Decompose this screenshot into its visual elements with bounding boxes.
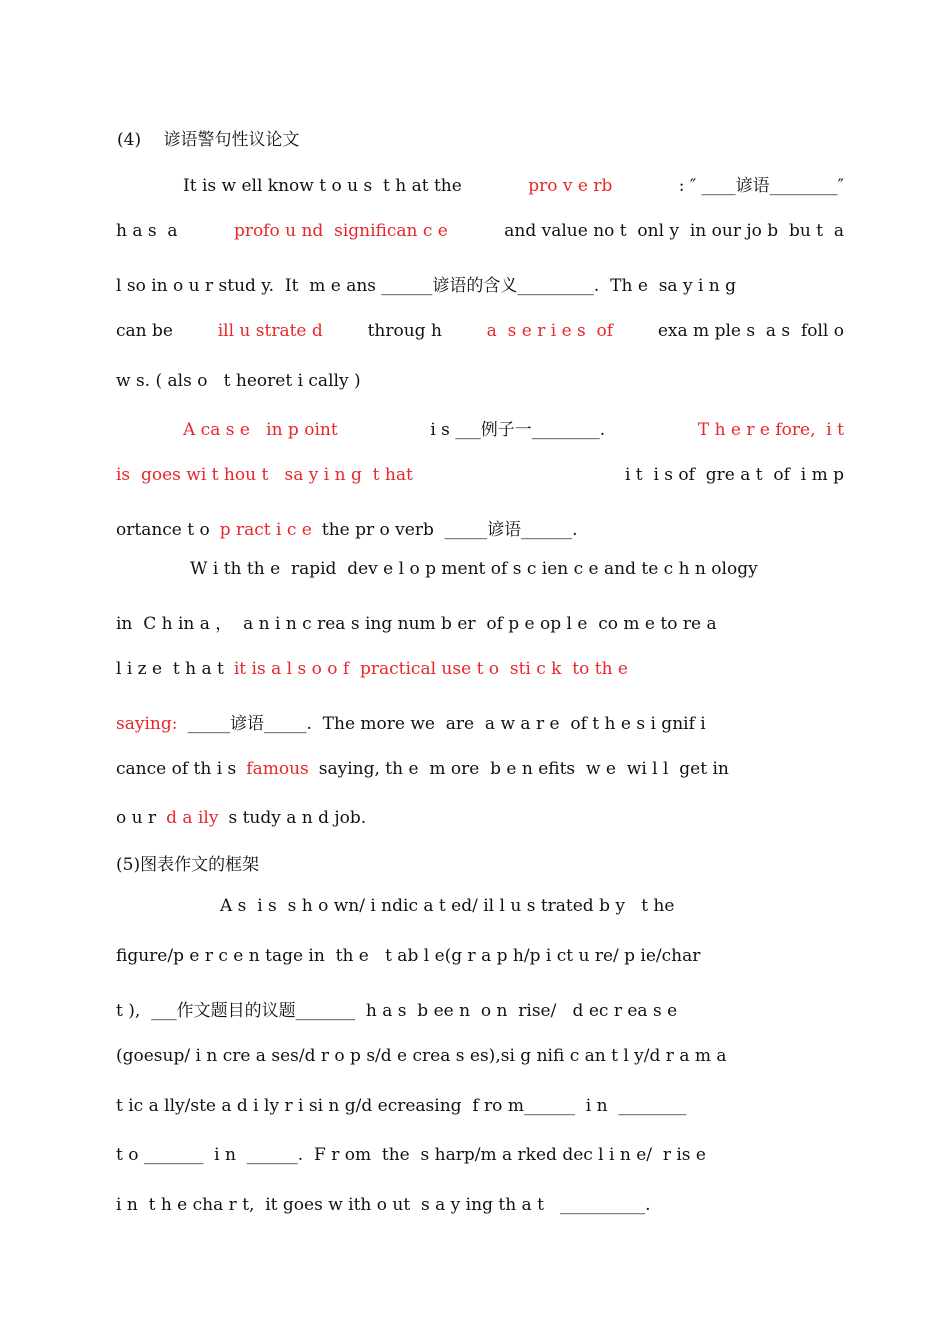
text-segment: _____谚语_____. The more we are a w a r e of t h e s i gnif i: [187, 714, 706, 734]
text-line: [116, 221, 844, 241]
text-segment: o u r: [116, 808, 157, 828]
text-segment: ortance t o: [116, 520, 210, 540]
text-segment: l i z e t h a t: [116, 659, 224, 679]
text-segment: i n t h e cha r t, it goes w ith o ut s a y ing th a t __________.: [116, 1195, 651, 1215]
text-segment: in C h in a ， a n i n c rea s ing num b er of p e op l e co m e to re a: [116, 614, 717, 634]
text-segment: the pr o verb _____谚语______.: [321, 520, 578, 540]
text-segment: t ), ___作文题目的议题_______ h a s b ee n o n rise/ d ec r ea s e: [116, 1001, 678, 1021]
text-line: [116, 1195, 774, 1215]
text-line: [183, 415, 844, 440]
text-line: [116, 1046, 844, 1066]
section-5-heading: (5)图表作文的框架: [116, 855, 260, 875]
text-segment: throug h: [367, 321, 442, 341]
text-segment: A s i s s h o wn/ i ndic a t ed/ il l u s trated b y t he: [220, 896, 675, 916]
highlight-segment: it is a l s o o f practical use t o sti c k to th e: [233, 659, 628, 679]
highlight-segment: A ca s e in p oint: [183, 420, 338, 440]
text-segment: It is w ell know t o u s t h at the: [183, 176, 462, 196]
text-line: [116, 808, 844, 828]
text-segment: s tudy a n d job.: [228, 808, 367, 828]
text-line: [116, 709, 806, 734]
text-segment: i t i s of gre a t of i m p: [624, 465, 844, 485]
text-line: [116, 609, 844, 634]
highlight-segment: a s e r i e s of: [486, 321, 614, 341]
text-segment: saying, th e m ore b e n efits w e wi l l get in: [318, 759, 729, 779]
text-line: [116, 1145, 844, 1165]
text-line: [116, 759, 844, 779]
text-line: [183, 171, 844, 196]
highlight-segment: T h e r e fore, i t: [697, 420, 844, 440]
text-segment: W i th th e rapid dev e l o p ment of s c ien c e and te c h n ology: [190, 559, 758, 579]
text-segment: h a s a: [116, 221, 178, 241]
text-line: [116, 946, 822, 966]
highlight-segment: profo u nd significan c e: [233, 221, 448, 241]
section-4-heading: (4) 谚语警句性议论文: [117, 130, 300, 150]
highlight-segment: famous: [246, 759, 309, 779]
highlight-segment: saying:: [116, 714, 178, 734]
text-segment: can be: [116, 321, 173, 341]
text-line: [116, 321, 844, 341]
text-segment: w s. ( als o t heoret i cally ): [116, 371, 361, 391]
text-line: [220, 896, 826, 916]
text-segment: t o _______ i n ______. F r om the s harp/m a rked dec l i n e/ r is e: [116, 1145, 706, 1165]
highlight-segment: d a ily: [166, 808, 219, 828]
text-segment: (goesup/ i n cre a ses/d r o p s/d e crea s es),si g nifi c an t l y/d r a m a: [116, 1046, 727, 1066]
text-line: [116, 371, 844, 391]
text-segment: exa m ple s a s foll o: [657, 321, 844, 341]
highlight-segment: ill u strate d: [217, 321, 323, 341]
text-segment: i s ___例子一________.: [430, 420, 606, 440]
text-line: [116, 465, 844, 485]
text-line: [116, 659, 806, 679]
text-segment: t ic a lly/ste a d i ly r i si n g/d ecreasing f ro m______ i n ________: [116, 1096, 687, 1116]
text-segment: cance of th i s: [116, 759, 237, 779]
text-line: [116, 271, 844, 296]
text-segment: : ″ ____谚语________″: [678, 176, 844, 196]
text-line: [116, 996, 784, 1021]
text-line: [116, 1096, 844, 1116]
highlight-segment: pro v e rb: [528, 176, 613, 196]
text-segment: figure/p e r c e n tage in th e t ab l e(g r a p h/p i ct u re/ p ie/char: [116, 946, 701, 966]
text-segment: and value no t onl y in our jo b bu t a: [504, 221, 844, 241]
text-segment: l so in o u r stud y. It m e ans ______谚语的含义_________. Th e sa y i n g: [116, 276, 737, 296]
highlight-segment: p ract i c e: [219, 520, 312, 540]
text-line: [116, 515, 844, 540]
highlight-segment: is goes wi t hou t sa y i n g t hat: [116, 465, 413, 485]
text-line: [190, 559, 844, 579]
